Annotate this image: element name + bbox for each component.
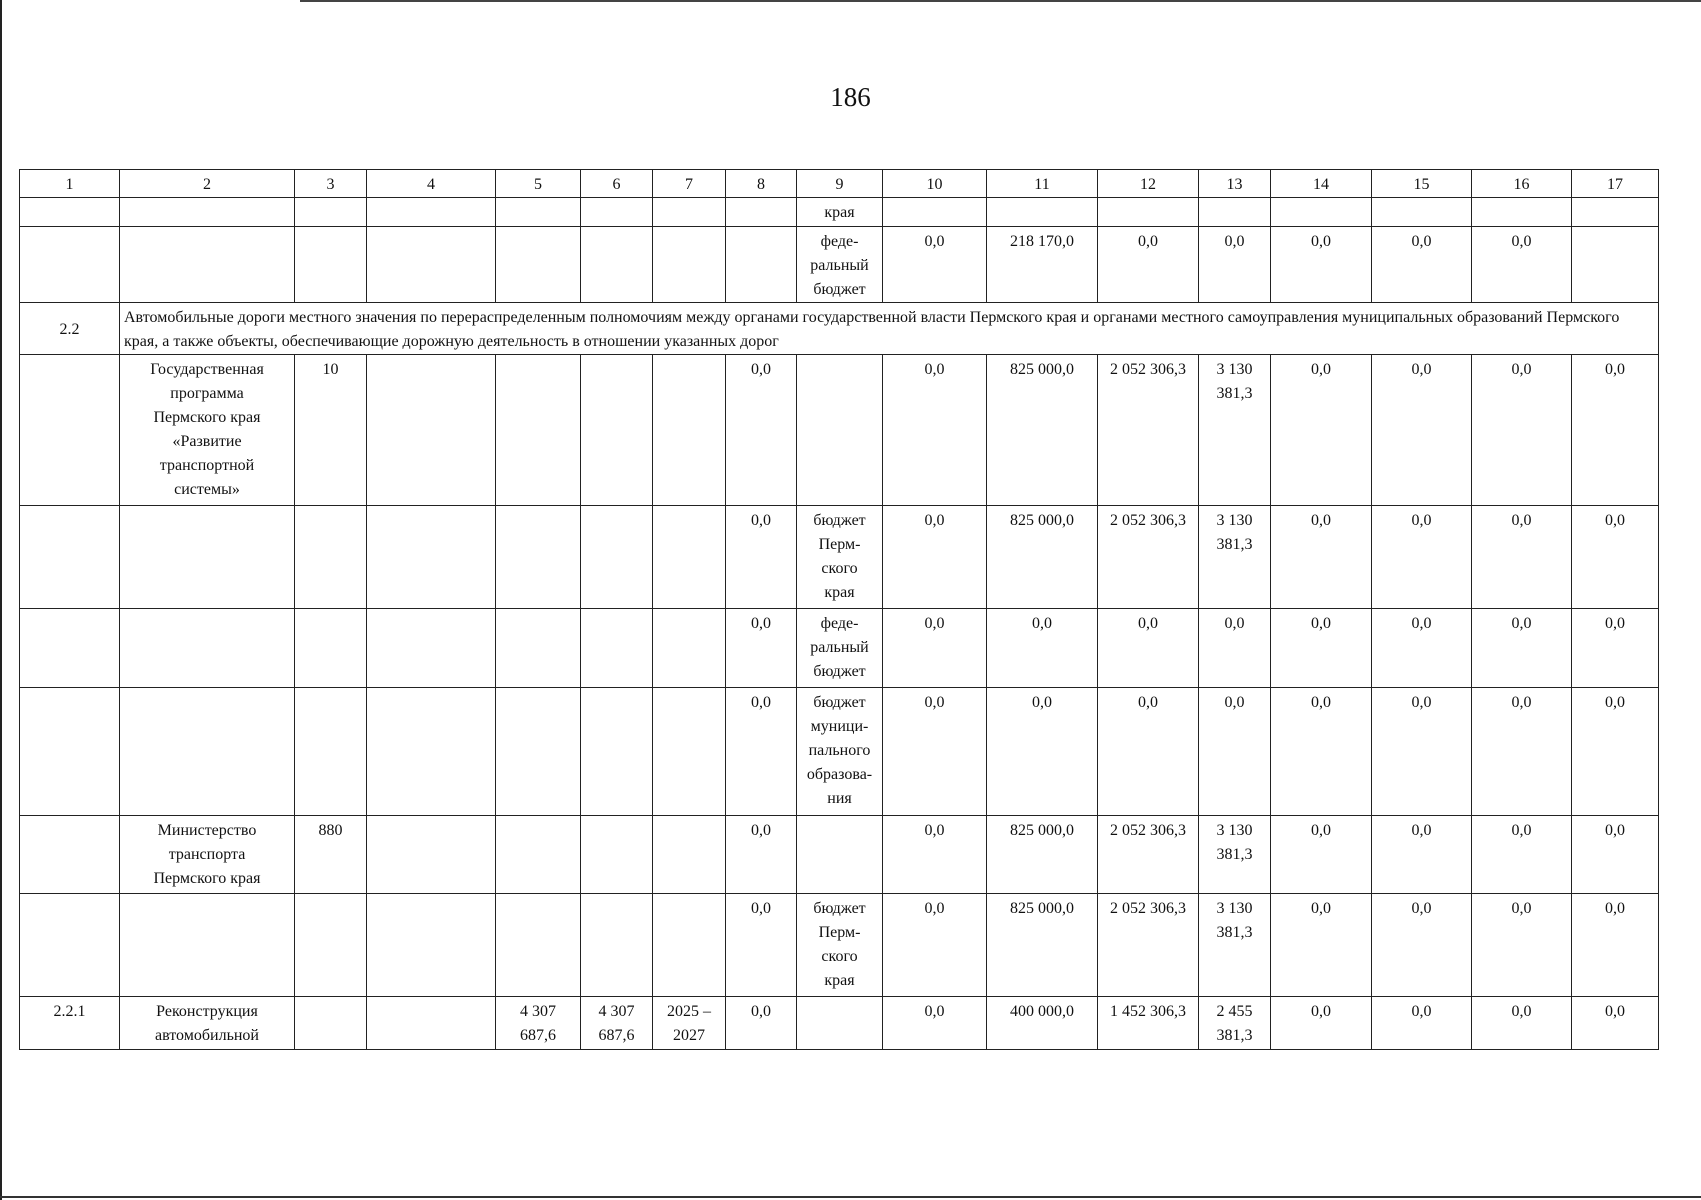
column-header-13: 13 <box>1199 170 1271 198</box>
table-cell-col-4 <box>367 816 496 894</box>
table-cell-col-5 <box>496 688 581 816</box>
table-cell-col-3 <box>295 506 367 609</box>
table-cell-col-6 <box>581 688 653 816</box>
table-cell-col-13: 2 455 381,3 <box>1199 997 1271 1050</box>
table-cell-col-13: 0,0 <box>1199 609 1271 688</box>
section-number: 2.2 <box>20 303 120 355</box>
table-cell-col-16: 0,0 <box>1472 894 1572 997</box>
table-cell-col-2: Министерство транспорта Пермского края <box>120 816 295 894</box>
column-header-12: 12 <box>1098 170 1199 198</box>
table-cell-col-16: 0,0 <box>1472 609 1572 688</box>
column-header-16: 16 <box>1472 170 1572 198</box>
table-cell-col-16: 0,0 <box>1472 688 1572 816</box>
table-cell-col-12: 2 052 306,3 <box>1098 816 1199 894</box>
column-header-5: 5 <box>496 170 581 198</box>
table-cell-col-5 <box>496 198 581 227</box>
table-cell-col-10: 0,0 <box>883 688 987 816</box>
table-cell-col-7 <box>653 506 726 609</box>
table-cell-col-5 <box>496 227 581 303</box>
table-cell-col-14: 0,0 <box>1271 355 1372 506</box>
table-cell-col-9: феде- ральный бюджет <box>797 227 883 303</box>
column-header-4: 4 <box>367 170 496 198</box>
table-cell-col-12: 1 452 306,3 <box>1098 997 1199 1050</box>
table-cell-col-3 <box>295 688 367 816</box>
section-row <box>20 303 1659 355</box>
table-row <box>20 227 1659 303</box>
table-cell-col-5 <box>496 506 581 609</box>
table-cell-col-15: 0,0 <box>1372 816 1472 894</box>
table-cell-col-4 <box>367 997 496 1050</box>
column-header-3: 3 <box>295 170 367 198</box>
table-cell-col-13: 3 130 381,3 <box>1199 816 1271 894</box>
table-cell-col-13: 3 130 381,3 <box>1199 894 1271 997</box>
table-row <box>20 816 1659 894</box>
table-cell-col-1 <box>20 894 120 997</box>
table-cell-col-9: бюджет Перм- ского края <box>797 506 883 609</box>
table-cell-col-12 <box>1098 198 1199 227</box>
column-header-10: 10 <box>883 170 987 198</box>
table-cell-col-1 <box>20 688 120 816</box>
table-cell-col-11: 0,0 <box>987 609 1098 688</box>
table-cell-col-17: 0,0 <box>1572 506 1659 609</box>
section-title: Автомобильные дороги местного значения по перераспределенным полномочиям между органами государственной власти Пермского края и органами местного самоуправления муниципальных образований Пермского края, а также объекты, обеспечивающие дорожную деятельность в отношении указанных дорог <box>120 303 1659 355</box>
table-cell-col-7 <box>653 688 726 816</box>
table-cell-col-6 <box>581 609 653 688</box>
table-cell-col-16: 0,0 <box>1472 227 1572 303</box>
table-cell-col-17: 0,0 <box>1572 816 1659 894</box>
table-cell-col-4 <box>367 506 496 609</box>
table-cell-col-2 <box>120 506 295 609</box>
table-cell-col-2: Реконструкция автомобильной <box>120 997 295 1050</box>
table-cell-col-5 <box>496 355 581 506</box>
table-cell-col-13: 0,0 <box>1199 688 1271 816</box>
table-cell-col-2 <box>120 198 295 227</box>
column-header-7: 7 <box>653 170 726 198</box>
table-cell-col-9 <box>797 355 883 506</box>
column-header-17: 17 <box>1572 170 1659 198</box>
column-header-9: 9 <box>797 170 883 198</box>
table-cell-col-13 <box>1199 198 1271 227</box>
table-cell-col-1 <box>20 227 120 303</box>
table-cell-col-8: 0,0 <box>726 894 797 997</box>
table-row <box>20 198 1659 227</box>
table-cell-col-1: 2.2.1 <box>20 997 120 1050</box>
table-cell-col-15 <box>1372 198 1472 227</box>
table-cell-col-6 <box>581 894 653 997</box>
table-cell-col-6 <box>581 198 653 227</box>
table-cell-col-6 <box>581 816 653 894</box>
table-cell-col-12: 0,0 <box>1098 688 1199 816</box>
table-cell-col-3 <box>295 894 367 997</box>
table-cell-col-12: 0,0 <box>1098 227 1199 303</box>
table-row <box>20 355 1659 506</box>
page-border-bottom <box>0 1196 1701 1198</box>
table-cell-col-15: 0,0 <box>1372 355 1472 506</box>
table-cell-col-3: 10 <box>295 355 367 506</box>
table-cell-col-11: 825 000,0 <box>987 894 1098 997</box>
table-cell-col-14: 0,0 <box>1271 609 1372 688</box>
table-cell-col-12: 2 052 306,3 <box>1098 355 1199 506</box>
column-header-11: 11 <box>987 170 1098 198</box>
table-cell-col-13: 0,0 <box>1199 227 1271 303</box>
table-cell-col-16: 0,0 <box>1472 816 1572 894</box>
table-cell-col-3 <box>295 609 367 688</box>
table-cell-col-9: бюджет муници- пального образова- ния <box>797 688 883 816</box>
table-cell-col-10: 0,0 <box>883 997 987 1050</box>
column-header-15: 15 <box>1372 170 1472 198</box>
table-cell-col-11: 0,0 <box>987 688 1098 816</box>
table-cell-col-7 <box>653 609 726 688</box>
table-cell-col-3 <box>295 198 367 227</box>
table-cell-col-14: 0,0 <box>1271 997 1372 1050</box>
table-cell-col-6 <box>581 227 653 303</box>
table-cell-col-14: 0,0 <box>1271 688 1372 816</box>
table-cell-col-4 <box>367 894 496 997</box>
table-cell-col-1 <box>20 816 120 894</box>
table-cell-col-4 <box>367 198 496 227</box>
table-cell-col-2: Государственная программа Пермского края «Развитие транспортной системы» <box>120 355 295 506</box>
table-cell-col-12: 0,0 <box>1098 609 1199 688</box>
table-header-row <box>20 170 1659 198</box>
table-cell-col-14: 0,0 <box>1271 894 1372 997</box>
table-cell-col-15: 0,0 <box>1372 506 1472 609</box>
table-cell-col-11: 218 170,0 <box>987 227 1098 303</box>
table-cell-col-5 <box>496 894 581 997</box>
table-cell-col-2 <box>120 894 295 997</box>
table-cell-col-9: феде- ральный бюджет <box>797 609 883 688</box>
table-cell-col-15: 0,0 <box>1372 894 1472 997</box>
table-cell-col-2 <box>120 609 295 688</box>
table-cell-col-11: 400 000,0 <box>987 997 1098 1050</box>
table-cell-col-17: 0,0 <box>1572 688 1659 816</box>
table-cell-col-7 <box>653 894 726 997</box>
table-cell-col-15: 0,0 <box>1372 227 1472 303</box>
table-cell-col-14: 0,0 <box>1271 227 1372 303</box>
table-cell-col-7 <box>653 355 726 506</box>
table-cell-col-5: 4 307 687,6 <box>496 997 581 1050</box>
table-cell-col-16 <box>1472 198 1572 227</box>
table-cell-col-6 <box>581 355 653 506</box>
table-cell-col-11: 825 000,0 <box>987 355 1098 506</box>
table-cell-col-7: 2025 – 2027 <box>653 997 726 1050</box>
table-cell-col-5 <box>496 609 581 688</box>
table-cell-col-1 <box>20 609 120 688</box>
table-cell-col-9 <box>797 816 883 894</box>
table-cell-col-14 <box>1271 198 1372 227</box>
table-cell-col-3: 880 <box>295 816 367 894</box>
budget-table <box>19 169 1659 1050</box>
table-cell-col-6: 4 307 687,6 <box>581 997 653 1050</box>
table-cell-col-5 <box>496 816 581 894</box>
column-header-6: 6 <box>581 170 653 198</box>
table-cell-col-10: 0,0 <box>883 227 987 303</box>
page-border-left <box>0 0 2 1200</box>
column-header-2: 2 <box>120 170 295 198</box>
table-cell-col-13: 3 130 381,3 <box>1199 355 1271 506</box>
table-cell-col-17 <box>1572 198 1659 227</box>
table-cell-col-8: 0,0 <box>726 997 797 1050</box>
table-cell-col-15: 0,0 <box>1372 688 1472 816</box>
column-header-8: 8 <box>726 170 797 198</box>
table-cell-col-10: 0,0 <box>883 816 987 894</box>
table-cell-col-16: 0,0 <box>1472 506 1572 609</box>
table-cell-col-10: 0,0 <box>883 355 987 506</box>
table-cell-col-10 <box>883 198 987 227</box>
table-cell-col-8: 0,0 <box>726 816 797 894</box>
table-cell-col-12: 2 052 306,3 <box>1098 506 1199 609</box>
table-row <box>20 688 1659 816</box>
table-cell-col-9: края <box>797 198 883 227</box>
table-cell-col-1 <box>20 506 120 609</box>
table-cell-col-1 <box>20 355 120 506</box>
table-cell-col-2 <box>120 227 295 303</box>
table-cell-col-4 <box>367 355 496 506</box>
table-cell-col-8: 0,0 <box>726 506 797 609</box>
page-border-top <box>300 0 1701 2</box>
table-row <box>20 997 1659 1050</box>
table-cell-col-9 <box>797 997 883 1050</box>
table-cell-col-8: 0,0 <box>726 355 797 506</box>
table-cell-col-17: 0,0 <box>1572 997 1659 1050</box>
table-cell-col-17: 0,0 <box>1572 894 1659 997</box>
table-cell-col-11 <box>987 198 1098 227</box>
table-cell-col-4 <box>367 688 496 816</box>
table-cell-col-16: 0,0 <box>1472 355 1572 506</box>
table-cell-col-14: 0,0 <box>1271 816 1372 894</box>
table-cell-col-4 <box>367 227 496 303</box>
table-cell-col-12: 2 052 306,3 <box>1098 894 1199 997</box>
table-cell-col-4 <box>367 609 496 688</box>
table-cell-col-1 <box>20 198 120 227</box>
table-cell-col-8: 0,0 <box>726 609 797 688</box>
table-cell-col-2 <box>120 688 295 816</box>
table-cell-col-17 <box>1572 227 1659 303</box>
table-cell-col-3 <box>295 997 367 1050</box>
table-cell-col-17: 0,0 <box>1572 355 1659 506</box>
table-cell-col-10: 0,0 <box>883 609 987 688</box>
table-cell-col-8 <box>726 227 797 303</box>
table-cell-col-11: 825 000,0 <box>987 816 1098 894</box>
table-row <box>20 609 1659 688</box>
table-cell-col-9: бюджет Перм- ского края <box>797 894 883 997</box>
table-cell-col-15: 0,0 <box>1372 997 1472 1050</box>
column-header-14: 14 <box>1271 170 1372 198</box>
table-row <box>20 894 1659 997</box>
table-cell-col-10: 0,0 <box>883 506 987 609</box>
column-header-1: 1 <box>20 170 120 198</box>
table-cell-col-16: 0,0 <box>1472 997 1572 1050</box>
table-cell-col-7 <box>653 227 726 303</box>
table-row <box>20 506 1659 609</box>
table-cell-col-17: 0,0 <box>1572 609 1659 688</box>
table-cell-col-8 <box>726 198 797 227</box>
table-cell-col-11: 825 000,0 <box>987 506 1098 609</box>
table-cell-col-15: 0,0 <box>1372 609 1472 688</box>
table-cell-col-7 <box>653 198 726 227</box>
table-cell-col-7 <box>653 816 726 894</box>
page-number: 186 <box>830 82 871 112</box>
table-cell-col-6 <box>581 506 653 609</box>
table-cell-col-10: 0,0 <box>883 894 987 997</box>
table-cell-col-3 <box>295 227 367 303</box>
table-cell-col-8: 0,0 <box>726 688 797 816</box>
table-cell-col-14: 0,0 <box>1271 506 1372 609</box>
table-cell-col-13: 3 130 381,3 <box>1199 506 1271 609</box>
